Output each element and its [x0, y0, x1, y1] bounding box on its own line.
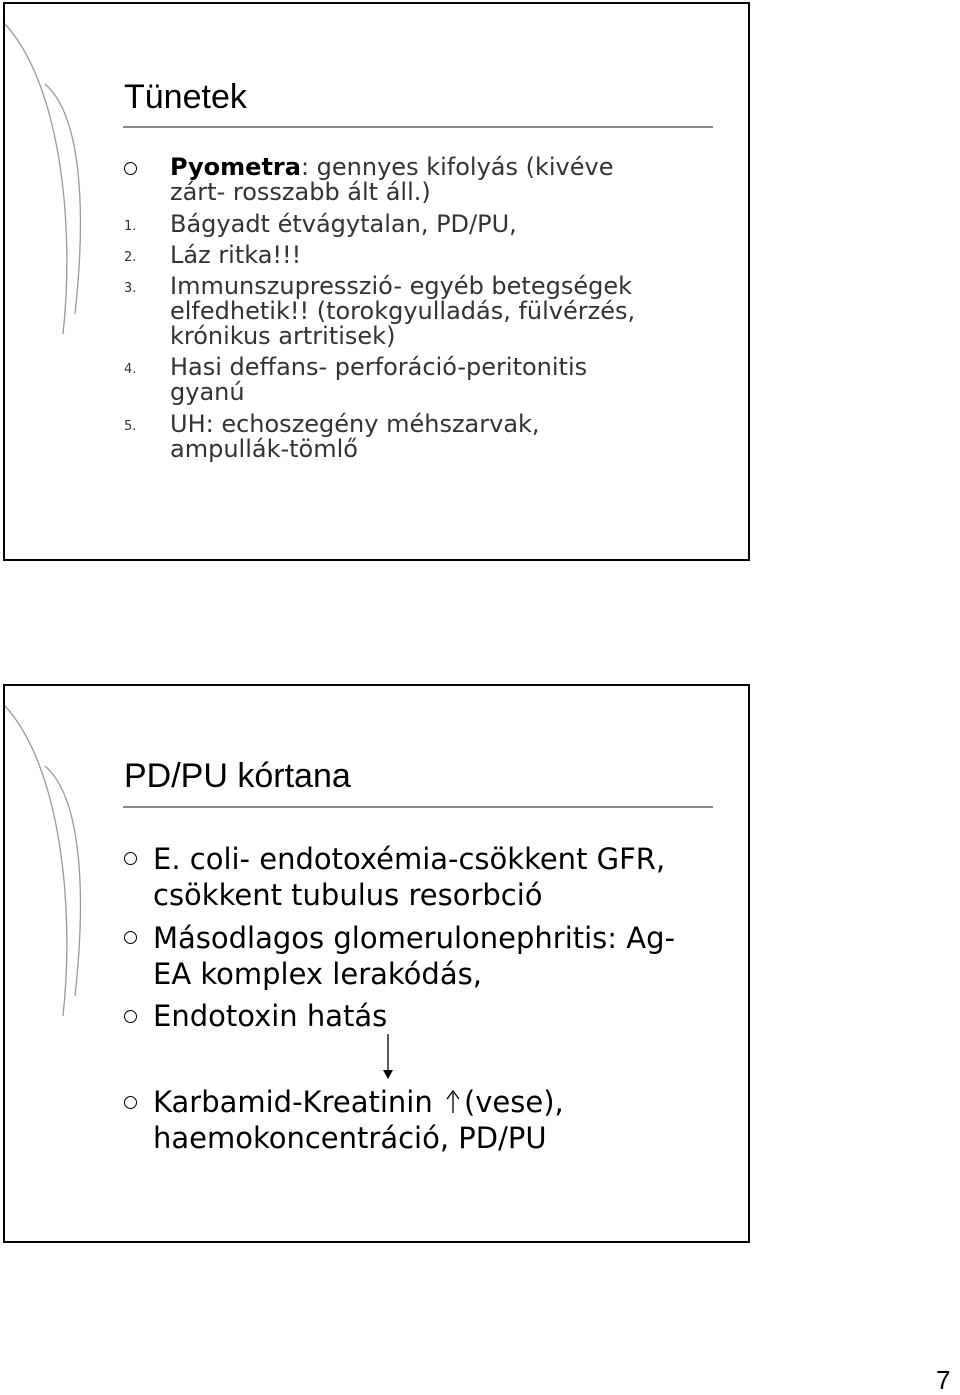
slide-title: PD/PU kórtana [124, 757, 351, 795]
list-item-line: Immunszupresszió- egyéb betegségek [170, 272, 633, 300]
list-item-line: Endotoxin hatás [153, 999, 388, 1033]
slide-tunetek [3, 2, 750, 561]
title-divider [123, 806, 713, 808]
slide-title: Tünetek [124, 78, 247, 116]
list-item-line: EA komplex lerakódás, [153, 957, 482, 991]
list-item-line: krónikus artritisek) [170, 322, 396, 350]
item-number: 3. [124, 281, 137, 296]
list-item-line: Láz ritka!!! [170, 241, 302, 269]
list-item-line: Másodlagos glomerulonephritis: Ag- [153, 921, 675, 955]
item-number: 5. [124, 419, 137, 434]
list-item-text: Karbamid-Kreatinin [153, 1085, 442, 1119]
circle-bullet-icon [124, 1010, 137, 1023]
circle-bullet-icon [124, 162, 137, 175]
list-item-line [153, 1084, 564, 1120]
slide-decoration-arcs [5, 4, 125, 559]
item-number: 2. [124, 250, 137, 265]
list-item-line: csökkent tubulus resorbció [153, 878, 543, 912]
list-item-line [170, 155, 613, 180]
list-item-line: Hasi deffans- perforáció-peritonitis [170, 353, 588, 381]
list-item-line: haemokoncentráció, PD/PU [153, 1121, 547, 1155]
page-number: 7 [936, 1365, 951, 1395]
list-item-line: Bágyadt étvágytalan, PD/PU, [170, 210, 517, 238]
list-item-line: ampullák-tömlő [170, 435, 358, 463]
list-item-line: elfedhetik!! (torokgyulladás, fülvérzés, [170, 297, 636, 325]
arrow-up-icon [442, 1088, 464, 1114]
slide-pdpu-kortana [3, 684, 750, 1243]
circle-bullet-icon [124, 931, 137, 944]
item-number: 4. [124, 362, 137, 377]
item-number: 1. [124, 219, 137, 234]
list-item-text: (vese), [463, 1085, 564, 1119]
slide-decoration-arcs [5, 686, 125, 1241]
arrow-down-icon [382, 1034, 394, 1080]
title-divider [123, 126, 713, 128]
list-item-line: E. coli- endotoxémia-csökkent GFR, [153, 842, 666, 876]
keyword-pyometra: Pyometra [170, 153, 301, 181]
list-item-text: : gennyes kifolyás (kivéve [300, 153, 614, 181]
list-item-line: zárt- rosszabb ált áll.) [170, 178, 431, 206]
list-item-line: UH: echoszegény méhszarvak, [170, 410, 540, 438]
circle-bullet-icon [124, 852, 137, 865]
list-item-line: gyanú [170, 378, 245, 406]
circle-bullet-icon [124, 1096, 137, 1109]
